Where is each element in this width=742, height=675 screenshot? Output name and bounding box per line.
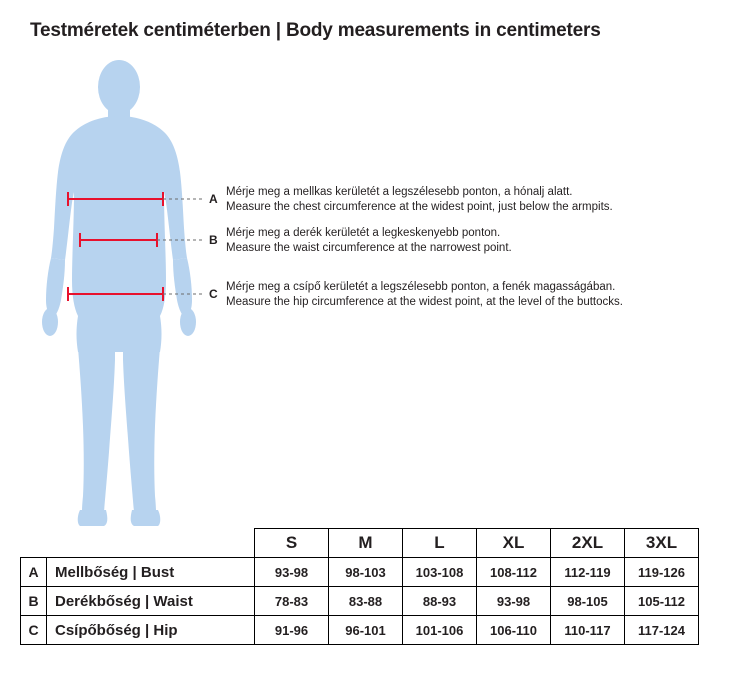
size-header-m: M [329, 529, 403, 558]
callout-text-a-en: Measure the chest circumference at the widest point, just below the armpits. [226, 200, 613, 213]
cell-waist-m: 83-88 [329, 587, 403, 616]
cell-hip-xl: 106-110 [477, 616, 551, 645]
cell-bust-m: 98-103 [329, 558, 403, 587]
cell-bust-l: 103-108 [403, 558, 477, 587]
cell-waist-2xl: 98-105 [551, 587, 625, 616]
row-label-waist: Derékbőség | Waist [47, 587, 255, 616]
callout-letter-b: B [209, 233, 218, 247]
callout-text-c [226, 280, 623, 309]
size-header-2xl: 2XL [551, 529, 625, 558]
row-label-hip: Csípőbőség | Hip [47, 616, 255, 645]
cell-waist-s: 78-83 [255, 587, 329, 616]
cell-waist-xl: 93-98 [477, 587, 551, 616]
callout-text-b-hu: Mérje meg a derék kerületét a legkeskenyebb ponton. [226, 227, 501, 239]
table-row [21, 587, 699, 616]
cell-bust-xl: 108-112 [477, 558, 551, 587]
callout-text-a [226, 185, 613, 214]
callout-text-b-en: Measure the waist circumference at the narrowest point. [226, 241, 512, 254]
page-title: Testméretek centiméterben | Body measurements in centimeters [30, 20, 601, 41]
cell-hip-m: 96-101 [329, 616, 403, 645]
callout-text-c-hu: Mérje meg a csípő kerületét a legszélesebb ponton, a fenék magasságában. [226, 281, 616, 293]
cell-bust-2xl: 112-119 [551, 558, 625, 587]
row-letter-c: C [21, 616, 47, 645]
callout-letter-a: A [209, 192, 218, 206]
cell-hip-s: 91-96 [255, 616, 329, 645]
row-letter-a: A [21, 558, 47, 587]
size-table [20, 528, 699, 645]
cell-hip-l: 101-106 [403, 616, 477, 645]
row-letter-b: B [21, 587, 47, 616]
cell-hip-3xl: 117-124 [625, 616, 699, 645]
callout-text-b [226, 226, 512, 255]
header-blank-label [47, 529, 255, 558]
size-header-xl: XL [477, 529, 551, 558]
callout-text-c-en: Measure the hip circumference at the widest point, at the level of the buttocks. [226, 295, 623, 308]
callout-letter-c: C [209, 287, 218, 301]
cell-bust-s: 93-98 [255, 558, 329, 587]
cell-waist-l: 88-93 [403, 587, 477, 616]
size-header-3xl: 3XL [625, 529, 699, 558]
body-silhouette [20, 60, 220, 530]
table-header-row [21, 529, 699, 558]
table-row [21, 558, 699, 587]
cell-hip-2xl: 110-117 [551, 616, 625, 645]
cell-waist-3xl: 105-112 [625, 587, 699, 616]
cell-bust-3xl: 119-126 [625, 558, 699, 587]
row-label-bust: Mellbőség | Bust [47, 558, 255, 587]
size-header-l: L [403, 529, 477, 558]
header-blank-letter [21, 529, 47, 558]
table-row [21, 616, 699, 645]
callout-text-a-hu: Mérje meg a mellkas kerületét a legszélesebb ponton, a hónalj alatt. [226, 186, 573, 198]
size-header-s: S [255, 529, 329, 558]
